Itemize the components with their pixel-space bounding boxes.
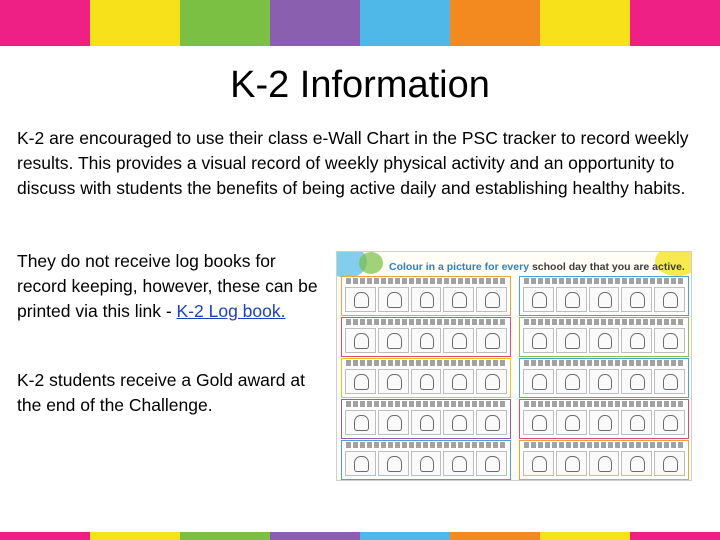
- activity-picture-cell: [345, 287, 376, 312]
- activity-picture-cell: [411, 410, 442, 435]
- week-label: [524, 442, 684, 448]
- week-box: [341, 317, 511, 357]
- stripe-segment: [0, 532, 90, 540]
- activity-picture-cell: [476, 369, 507, 394]
- stripe-segment: [360, 0, 450, 46]
- stripe-segment: [90, 0, 180, 46]
- stripe-segment: [630, 532, 720, 540]
- chart-decoration: [359, 252, 383, 274]
- activity-picture-cell: [654, 410, 685, 435]
- stripe-segment: [540, 532, 630, 540]
- activity-picture-cell: [654, 451, 685, 476]
- week-label: [524, 319, 684, 325]
- stripe-segment: [180, 532, 270, 540]
- activity-picture-cell: [443, 369, 474, 394]
- week-label: [524, 278, 684, 284]
- activity-picture-cell: [411, 328, 442, 353]
- log-book-text: They do not receive log books for record keeping, however, these can be printed via this link -: [17, 251, 318, 321]
- activity-picture-cell: [556, 328, 587, 353]
- week-box: [341, 358, 511, 398]
- stripe-segment: [180, 0, 270, 46]
- activity-picture-cell: [589, 328, 620, 353]
- activity-picture-cell: [556, 451, 587, 476]
- activity-picture-cell: [589, 369, 620, 394]
- activity-picture-cell: [589, 451, 620, 476]
- bottom-color-stripe: [0, 532, 720, 540]
- stripe-segment: [270, 0, 360, 46]
- activity-picture-cell: [411, 369, 442, 394]
- activity-picture-cell: [378, 287, 409, 312]
- top-color-stripe: [0, 0, 720, 46]
- page-title: K-2 Information: [230, 64, 490, 106]
- activity-picture-cell: [523, 328, 554, 353]
- activity-picture-cell: [654, 328, 685, 353]
- intro-paragraph: K-2 are encouraged to use their class e-Wall Chart in the PSC tracker to record weekly results. This provides a visual record of weekly physical activity and an opportunity to discuss with students the benefits of being active daily and establishing healthy habits.: [17, 128, 689, 198]
- week-box: [341, 440, 511, 480]
- activity-picture-cell: [378, 410, 409, 435]
- stripe-segment: [90, 532, 180, 540]
- activity-picture-cell: [621, 369, 652, 394]
- activity-picture-cell: [378, 369, 409, 394]
- activity-picture-cell: [345, 369, 376, 394]
- activity-picture-cell: [654, 287, 685, 312]
- stripe-segment: [360, 532, 450, 540]
- activity-picture-cell: [411, 287, 442, 312]
- stripe-segment: [450, 532, 540, 540]
- stripe-segment: [270, 532, 360, 540]
- log-book-link[interactable]: K-2 Log book.: [176, 301, 286, 321]
- activity-picture-cell: [523, 410, 554, 435]
- week-label: [346, 278, 506, 284]
- activity-picture-cell: [345, 328, 376, 353]
- week-label: [524, 360, 684, 366]
- week-box: [519, 317, 689, 357]
- week-label: [346, 442, 506, 448]
- week-box: [519, 440, 689, 480]
- activity-picture-cell: [476, 328, 507, 353]
- activity-picture-cell: [621, 328, 652, 353]
- activity-picture-cell: [523, 287, 554, 312]
- activity-picture-cell: [621, 410, 652, 435]
- activity-picture-cell: [621, 451, 652, 476]
- week-box: [341, 276, 511, 316]
- week-label: [346, 319, 506, 325]
- week-box: [519, 399, 689, 439]
- activity-picture-cell: [345, 410, 376, 435]
- activity-picture-cell: [443, 451, 474, 476]
- e-wall-chart-image: [336, 251, 692, 481]
- gold-award-paragraph: K-2 students receive a Gold award at the end of the Challenge.: [17, 370, 305, 415]
- week-label: [346, 401, 506, 407]
- week-label: [524, 401, 684, 407]
- stripe-segment: [450, 0, 540, 46]
- week-box: [519, 276, 689, 316]
- week-label: [346, 360, 506, 366]
- activity-picture-cell: [523, 369, 554, 394]
- week-box: [341, 399, 511, 439]
- log-book-paragraph: [17, 249, 322, 324]
- stripe-segment: [540, 0, 630, 46]
- activity-picture-cell: [654, 369, 685, 394]
- activity-picture-cell: [621, 287, 652, 312]
- activity-picture-cell: [345, 451, 376, 476]
- activity-picture-cell: [556, 410, 587, 435]
- activity-picture-cell: [476, 410, 507, 435]
- activity-picture-cell: [378, 328, 409, 353]
- activity-picture-cell: [411, 451, 442, 476]
- activity-picture-cell: [476, 451, 507, 476]
- activity-picture-cell: [443, 287, 474, 312]
- activity-picture-cell: [556, 369, 587, 394]
- activity-picture-cell: [476, 287, 507, 312]
- activity-picture-cell: [556, 287, 587, 312]
- chart-banner: Colour in a picture for every school day that you are active.: [389, 261, 685, 273]
- activity-picture-cell: [378, 451, 409, 476]
- activity-picture-cell: [523, 451, 554, 476]
- stripe-segment: [630, 0, 720, 46]
- week-box: [519, 358, 689, 398]
- activity-picture-cell: [589, 410, 620, 435]
- activity-picture-cell: [589, 287, 620, 312]
- activity-picture-cell: [443, 410, 474, 435]
- stripe-segment: [0, 0, 90, 46]
- activity-picture-cell: [443, 328, 474, 353]
